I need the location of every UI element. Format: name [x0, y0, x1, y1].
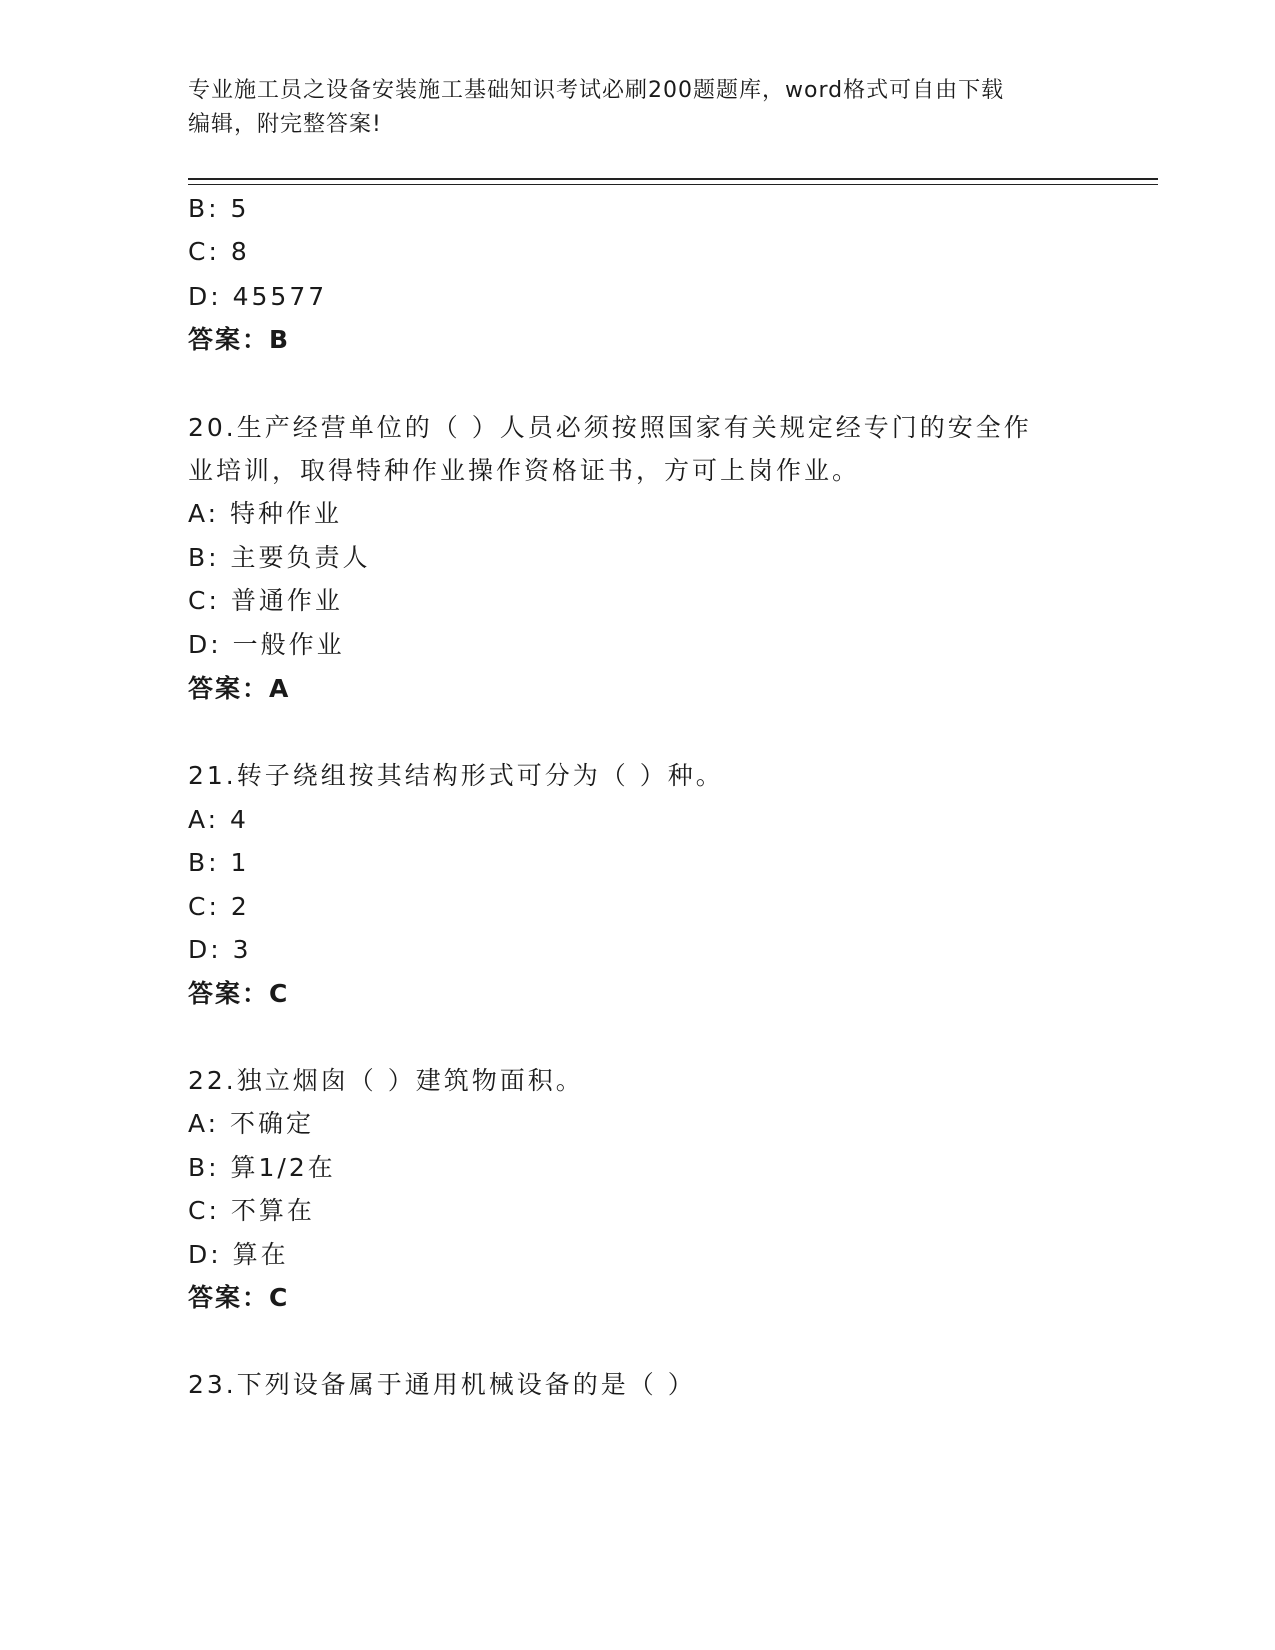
q21-option-a: A: 4	[188, 805, 249, 834]
q21-option-d: D: 3	[188, 935, 252, 964]
q21-stem: 21.转子绕组按其结构形式可分为（ ）种。	[188, 761, 724, 790]
q22-stem: 22.独立烟囱（ ）建筑物面积。	[188, 1066, 584, 1095]
q20-option-a: A: 特种作业	[188, 499, 343, 528]
q22-option-c: C: 不算在	[188, 1196, 315, 1225]
q22-option-d: D: 算在	[188, 1240, 289, 1269]
q19-option-d: D: 45577	[188, 282, 328, 311]
q20-option-b: B: 主要负责人	[188, 543, 371, 572]
q19-option-b: B: 5	[188, 194, 250, 223]
q19-option-c: C: 8	[188, 237, 250, 266]
q22-answer: 答案：C	[188, 1283, 290, 1312]
q20-stem-line-1: 20.生产经营单位的（ ）人员必须按照国家有关规定经专门的安全作	[188, 413, 1032, 442]
q21-answer: 答案：C	[188, 979, 290, 1008]
document-header	[188, 74, 1088, 142]
q23-stem: 23.下列设备属于通用机械设备的是（ ）	[188, 1370, 696, 1399]
q20-option-c: C: 普通作业	[188, 586, 343, 615]
q22-option-a: A: 不确定	[188, 1109, 315, 1138]
header-divider-top	[188, 178, 1158, 180]
q19-answer: 答案：B	[188, 325, 291, 354]
q20-stem-line-2: 业培训，取得特种作业操作资格证书，方可上岗作业。	[188, 456, 861, 485]
header-line-1: 专业施工员之设备安装施工基础知识考试必刷200题题库，word格式可自由下载	[188, 78, 1005, 103]
q21-option-b: B: 1	[188, 848, 250, 877]
q22-option-b: B: 算1/2在	[188, 1153, 336, 1182]
header-line-2: 编辑，附完整答案!	[188, 112, 382, 137]
q21-option-c: C: 2	[188, 892, 250, 921]
q20-answer: 答案：A	[188, 674, 291, 703]
header-divider-bottom	[188, 184, 1158, 185]
q20-option-d: D: 一般作业	[188, 630, 345, 659]
